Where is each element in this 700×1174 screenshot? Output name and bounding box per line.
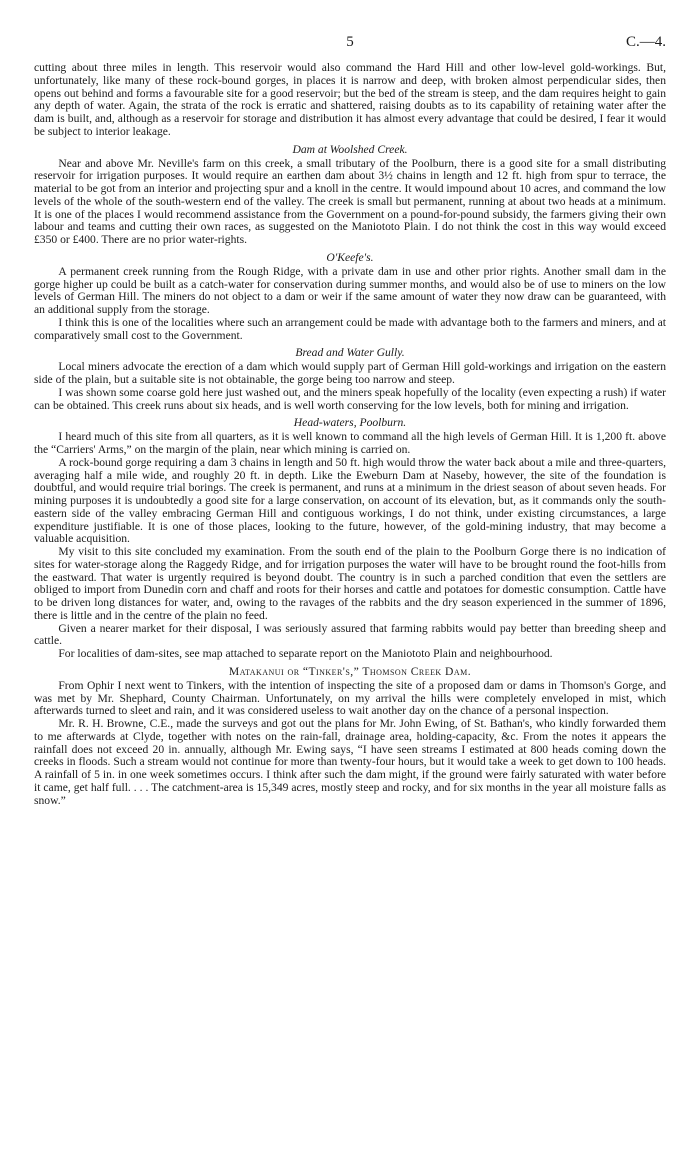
section-heading: Dam at Woolshed Creek. [292,142,408,156]
paragraph: I heard much of this site from all quarters, as it is well known to command all the high levels of German Hill. It is 1,200 ft. above the “Carriers' Arms,” on the margin of the plain, near which mining is carried on. [34,430,666,456]
section-heading: O'Keefe's. [326,250,374,264]
paragraph: From Ophir I next went to Tinkers, with the intention of inspecting the site of a proposed dam or dams in Thomson's Gorge, and was met by Mr. Shephard, County Chairman. Unfortunately, on my arrival the hills were completely enveloped in mist, which afterwards turned to sleet and rain, and it was considered useless to wait another day on the chance of a personal inspection. [34,678,666,718]
paragraph: For localities of dam-sites, see map attached to separate report on the Maniototo Plain and neighbourhood. [58,647,553,660]
page-header [34,28,666,62]
paragraph: My visit to this site concluded my examination. From the south end of the plain to the Poolburn Gorge there is no indication of sites for water-storage along the Raggedy Ridge, and for irrigation purposes the water will have to be brought round the foot-hills from the eastward. That water is urgently required is beyond doubt. The country is in such a parched condition that even the settlers are obliged to import from Dunedin corn and chaff and roots for their horses and cattle and potatoes for domestic consumption. Cattle have to be driven long distances for water, and, owing to the ravages of the rabbits and the dry season experienced in the summer of 1896, there is little and in the centre of the plain no feed. [34,545,666,622]
paragraph: cutting about three miles in length. This reservoir would also command the Hard Hill and other low-level gold-workings. But, unfortunately, like many of these rock-bound gorges, in places it is narrow and deep, with broken almost perpendicular sides, then opens out behind and forms a favourable site for a good reservoir; but the bed of the stream is steep, and the dam requires height to gain any depth of water. Again, the strata of the rock is erratic and shattered, raising doubts as to its capability of retaining water after the dam is built, and, although as a reservoir for storage and distribution it has almost every advantage that could be desired, I fear it would be subject to interior leakage. [34,61,666,138]
paragraph: A permanent creek running from the Rough Ridge, with a private dam in use and other prior rights. Another small dam in the gorge higher up could be built as a catch-water for conservation during summer months, and would also be of use to miners on the low levels of German Hill. The miners do not object to a dam or weir if the same amount of water they now draw can be guaranteed, with an additional supply from the storage. [34,264,666,316]
paragraph: Near and above Mr. Neville's farm on this creek, a small tributary of the Poolburn, there is a good site for a small distributing reservoir for irrigation purposes. It would require an earthen dam about 3½ chains in length and 12 ft. high from spur to terrace, the material to be got from an interior and projecting spur and a knoll in the centre. It would impound about 10 acres, and command the low levels of the whole of the south-western end of the valley. The creek is small but permanent, running at about two heads at a minimum. It is one of the places I would recommend assistance from the Government on a pound-for-pound subsidy, the farmers giving their own labour and teams and cutting their own races, as suggested on the Maniototo Plain. I do not think the cost in this way would exceed £350 or £400. There are no prior water-rights. [34,156,667,246]
section [34,143,666,247]
section [34,665,666,808]
section-heading: Head-waters, Poolburn. [293,416,407,430]
paragraph: Local miners advocate the erection of a dam which would supply part of German Hill gold-workings and irrigation on the eastern side of the plain, but a suitable site is not obtainable, the gorge being too narrow and steep. [34,360,666,386]
page-number: 5 [346,34,354,50]
section [34,62,666,139]
section-heading: Matakanui or “Tinker's,” Thomson Creek Dam. [228,664,472,678]
paragraph: I think this is one of the localities where such an arrangement could be made with advantage both to the farmers and miners, and at comparatively small cost to the Government. [34,315,666,342]
paragraph: A rock-bound gorge requiring a dam 3 chains in length and 50 ft. high would throw the water back about a mile and three-quarters, averaging half a mile wide, and roughly 20 ft. in depth. Like the Eweburn Dam at Naseby, however, the site of the foundation is doubtful, and would require trial borings. The creek is permanent, and runs at a minimum in the driest season of about seven heads. For mining purposes it is undoubtedly a good site for a large conservation, on account of its elevation, but, as it commands only the south-eastern side of the valley embracing German Hill and contiguous workings, I do not think, under existing circumstances, a large expenditure justifiable. It is one of those places, looking to the future, however, of the gold-mining industry, that may become a valuable acquisition. [34,455,666,546]
section [34,416,666,661]
paragraph: Given a nearer market for their disposal, I was seriously assured that farming rabbits would pay better than breeding sheep and cattle. [34,621,666,648]
section-heading: Bread and Water Gully. [295,346,405,360]
section [34,251,666,343]
document-reference: C.—4. [625,34,666,50]
section [34,346,666,412]
paragraph: I was shown some coarse gold here just washed out, and the miners speak hopefully of the locality (even expecting a rush) if water can be obtained. This creek runs about six heads, and is well worth conserving for the low levels, both for mining and irrigation. [34,385,666,412]
paragraph: Mr. R. H. Browne, C.E., made the surveys and got out the plans for Mr. John Ewing, of St. Bathan's, who kindly forwarded them to me afterwards at Clyde, together with notes on the rain-fall, drainage area, holding-capacity, &c. From the notes it appears the rainfall does not exceed 20 in. annually, although Mr. Ewing says, “I have seen streams I estimated at 800 heads coming down the creeks in floods. Such a stream would not continue for more than twenty-four hours, but it would take a week to get down to 100 heads. A rainfall of 5 in. in one week sometimes occurs. I think after such the dam might, if the ground were fairly saturated with water before it came, get half full. . . . The catchment-area is 15,349 acres, mostly steep and rocky, and for six months in the year all moisture falls as snow.” [34,717,666,807]
document-body [34,62,666,807]
